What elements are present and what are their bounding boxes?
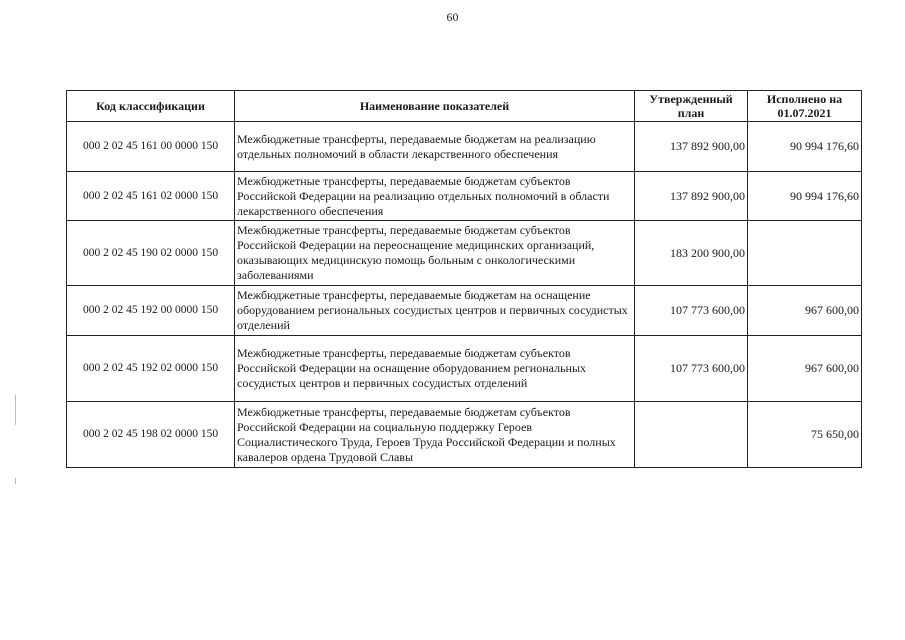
row-name: Межбюджетные трансферты, передаваемые бюджетам субъектов Российской Федерации на оснащение оборудованием региональных сосудистых центров и первичных сосудистых отделений (235, 336, 635, 402)
row-code: 000 2 02 45 161 00 0000 150 (67, 122, 235, 172)
header-done: Исполнено на 01.07.2021 (748, 91, 862, 122)
table-row (67, 402, 862, 468)
row-plan: 137 892 900,00 (635, 172, 748, 221)
row-name: Межбюджетные трансферты, передаваемые бюджетам субъектов Российской Федерации на переоснащение медицинских организаций, оказывающих медицинскую помощь больным с онкологическими заболеваниями (235, 221, 635, 286)
scan-artifact (15, 478, 16, 484)
table-header-row (67, 91, 862, 122)
header-plan: Утвержденный план (635, 91, 748, 122)
row-name: Межбюджетные трансферты, передаваемые бюджетам субъектов Российской Федерации на реализацию отдельных полномочий в области лекарственного обеспечения (235, 172, 635, 221)
budget-table (66, 90, 862, 468)
row-plan: 107 773 600,00 (635, 336, 748, 402)
row-done: 967 600,00 (748, 286, 862, 336)
row-plan: 137 892 900,00 (635, 122, 748, 172)
table-row (67, 172, 862, 221)
row-done: 967 600,00 (748, 336, 862, 402)
row-done: 75 650,00 (748, 402, 862, 468)
row-code: 000 2 02 45 192 00 0000 150 (67, 286, 235, 336)
row-done: 90 994 176,60 (748, 122, 862, 172)
row-code: 000 2 02 45 192 02 0000 150 (67, 336, 235, 402)
row-done: 90 994 176,60 (748, 172, 862, 221)
row-plan: 107 773 600,00 (635, 286, 748, 336)
row-name: Межбюджетные трансферты, передаваемые бюджетам на оснащение оборудованием региональных сосудистых центров и первичных сосудистых отделений (235, 286, 635, 336)
row-name: Межбюджетные трансферты, передаваемые бюджетам на реализацию отдельных полномочий в области лекарственного обеспечения (235, 122, 635, 172)
table-row (67, 286, 862, 336)
row-plan (635, 402, 748, 468)
scan-artifact (15, 395, 16, 425)
row-code: 000 2 02 45 198 02 0000 150 (67, 402, 235, 468)
row-code: 000 2 02 45 190 02 0000 150 (67, 221, 235, 286)
header-code: Код классификации (67, 91, 235, 122)
row-plan: 183 200 900,00 (635, 221, 748, 286)
table-row (67, 336, 862, 402)
header-name: Наименование показателей (235, 91, 635, 122)
row-code: 000 2 02 45 161 02 0000 150 (67, 172, 235, 221)
table-row (67, 122, 862, 172)
row-done (748, 221, 862, 286)
table-row (67, 221, 862, 286)
page-number: 60 (446, 10, 459, 24)
row-name: Межбюджетные трансферты, передаваемые бюджетам субъектов Российской Федерации на социальную поддержку Героев Социалистического Труда, Героев Труда Российской Федерации и полных кавалеров ордена Трудовой Славы (235, 402, 635, 468)
